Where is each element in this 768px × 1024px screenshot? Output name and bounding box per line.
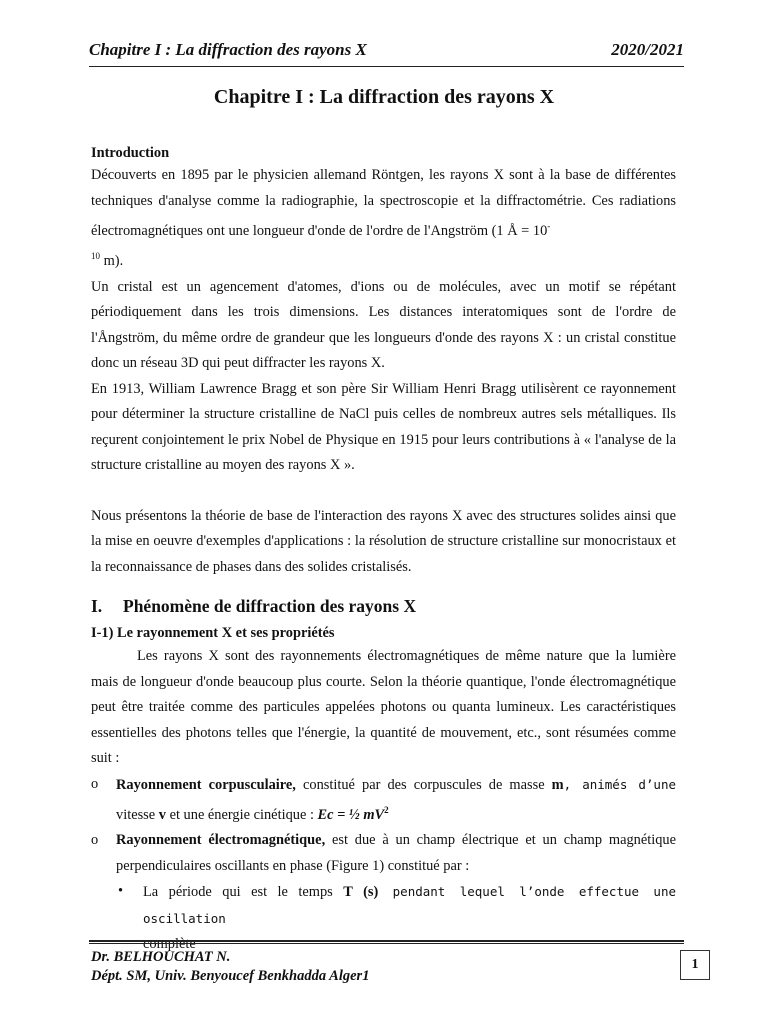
list-item-corpusculaire: o Rayonnement corpusculaire, constitué par des corpuscules de masse m, animés d’une vitesse v et une énergie cinétique : Ec = ½ $mV^2$ [91,772,676,829]
intro-paragraph-4: Nous présentons la théorie de base de l'interaction des rayons X avec des structures solides ainsi que la mise en oeuvre d'exemples d'applications : la résolution de structure cristalline sur monocristaux et la reconnaissance de phases dans des solides cristalisés. [91,507,676,575]
footer [91,948,369,986]
section-heading: I. Phénomène de diffraction des rayons X [91,596,417,617]
intro-paragraph-2: Un cristal est un agencement d'atomes, d'ions ou de molécules, avec un motif se répétant périodiquement dans les trois dimensions. Les distances interatomiques sont de l'ordre de l'Ångström, du même ordre de grandeur que les longueurs d'onde des rayons X : un cristal constitue donc un réseau 3D qui peut diffracter les rayons X. [91,278,676,372]
disc-bullet-icon: • [118,883,124,900]
header-chapter: Chapitre I : La diffraction des rayons X [89,40,367,59]
page-title: Chapitre I : La diffraction des rayons X [213,86,555,108]
running-header [89,40,684,66]
footer-department: Dépt. SM, Univ. Benyoucef Benkhadda Alger1 [91,968,370,984]
list-item-electromagnetique: o Rayonnement électromagnétique, est due à un champ électrique et un champ magnétique perpendiculaires oscillants en phase (Figure 1) constitué par : [91,828,676,879]
list-item-periode: • La période qui est le temps T (s) pendant lequel l’onde effectue une oscillation complète [91,879,676,958]
footer-rule-thin [89,943,684,944]
intro-paragraph-1: Découverts en 1895 par le physicien allemand Röntgen, les rayons X sont à la base de différentes techniques d'analyse comme la radiographie, la spectroscopie et la diffractométrie. Ces radiations électromagnétiques ont une longueur d'onde de l'ordre de l'Angström (1 Å = 10- $^{10}$ m). [91,167,676,270]
circle-bullet-icon: o [91,775,99,792]
subsection-heading: I-1) Le rayonnement X et ses propriétés [91,625,335,642]
header-rule [89,66,684,67]
footer-author: Dr. BELHOUCHAT N. [91,949,231,965]
intro-heading: Introduction [91,145,170,161]
circle-bullet-icon: o [91,832,99,849]
intro-paragraph-3: En 1913, William Lawrence Bragg et son père Sir William Henri Bragg utilisèrent ce rayonnement pour déterminer la structure cristalline de NaCl puis celles de nombreux autres sels métalliques. Ils reçurent conjointement le prix Nobel de Physique en 1915 pour leurs contributions à « l'analyse de la structure cristalline au moyen des rayons X ». [91,380,676,474]
page-number: 1 [680,950,710,980]
section-paragraph-1: Les rayons X sont des rayonnements électromagnétiques de même nature que la lumière mais de longueur d'onde beaucoup plus courte. Selon la théorie quantique, l'onde électromagnétique peut être traitée comme des particules appelées photons ou quanta lumineux. Les caractéristiques essentielles des photons telles que l'énergie, la quantité de mouvement, etc., sont résumées comme suit : [91,648,676,767]
document-body [91,143,676,958]
footer-rule [89,940,684,942]
header-year: 2020/2021 [611,40,684,59]
